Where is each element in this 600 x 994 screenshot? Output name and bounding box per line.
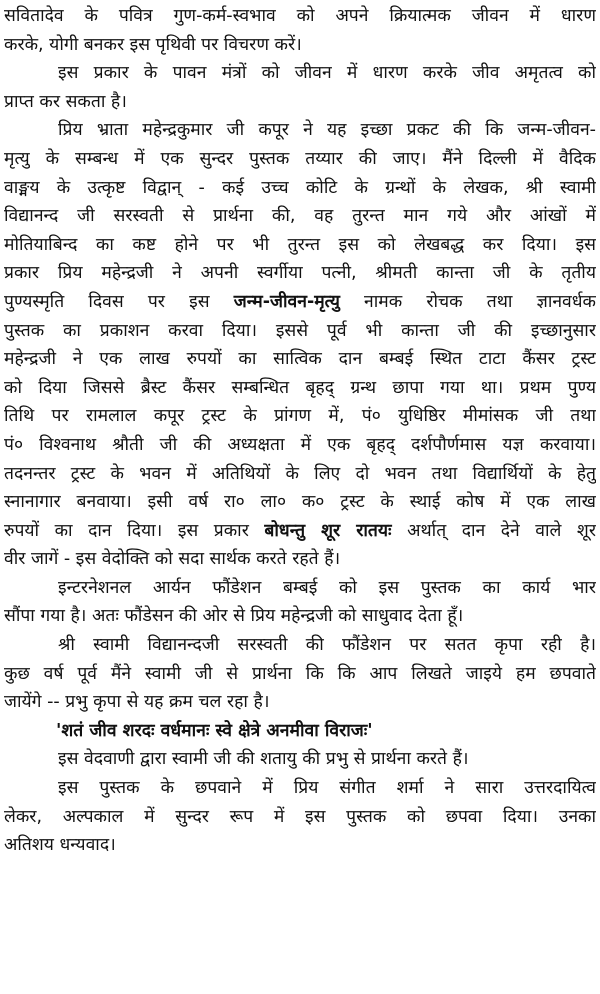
- text-line: वाङ्मय के उत्कृष्ट विद्वान् - कई उच्च कोटि के ग्रन्थों के लेखक, श्री स्वामी: [4, 177, 596, 198]
- text-line: रुपयों का दान दिया। इस प्रकार बोधन्तु शूर रातयः अर्थात् दान देने वाले शूर: [4, 520, 596, 541]
- text-line: इस वेदवाणी द्वारा स्वामी जी की शतायु की प्रभु से प्रार्थना करते हैं।: [58, 749, 469, 770]
- text-line: कुछ वर्ष पूर्व मैंने स्वामी जी से प्रार्थना कि कि आप लिखते जाइये हम छपवाते: [4, 663, 596, 684]
- text-line: वीर जागें - इस वेदोक्ति को सदा सार्थक करते रहते हैं।: [4, 549, 341, 570]
- text-line: करके, योगी बनकर इस पृथिवी पर विचरण करें।: [4, 34, 302, 55]
- paragraph-p5: [4, 631, 596, 717]
- verse-quote: 'शतं जीव शरदः वर्धमानः स्वे क्षेत्रे अनमीवा विराजः': [56, 720, 373, 741]
- paragraph-p6: [4, 745, 596, 774]
- text-line: श्री स्वामी विद्यानन्दजी सरस्वती की फौंडेशन पर सतत कृपा रही है।: [58, 635, 596, 656]
- body-text: [4, 2, 596, 717]
- text-line: विद्यानन्द जी सरस्वती से प्रार्थना की, वह तुरन्त मान गये और आंखों में: [4, 206, 596, 227]
- paragraph-p3: [4, 116, 596, 574]
- text-line: प्रिय भ्राता महेन्द्रकुमार जी कपूर ने यह इच्छा प्रकट की कि जन्म-जीवन-: [58, 120, 596, 141]
- text-line: जायेंगे -- प्रभु कृपा से यह क्रम चल रहा है।: [4, 692, 270, 713]
- text-line: प्राप्त कर सकता है।: [4, 91, 127, 112]
- text-line: मोतियाबिन्द का कष्ट होने पर भी तुरन्त इस को लेखबद्ध कर दिया। इस: [4, 234, 596, 255]
- paragraph-p1: [4, 2, 596, 59]
- text-line: मृत्यु के सम्बन्ध में एक सुन्दर पुस्तक तय्यार की जाए। मैंने दिल्ली में वैदिक: [4, 148, 596, 169]
- text-line: इन्टरनेशनल आर्यन फौंडेशन बम्बई को इस पुस्तक का कार्य भार: [58, 577, 596, 598]
- text-line: प्रकार प्रिय महेन्द्रजी ने अपनी स्वर्गीया पत्नी, श्रीमती कान्ता जी के तृतीय: [4, 263, 596, 284]
- text-line: महेन्द्रजी ने एक लाख रुपयों का सात्विक दान बम्बई स्थित टाटा कैंसर ट्रस्ट: [4, 349, 596, 370]
- text-line: को दिया जिससे ब्रैस्ट कैंसर सम्बन्धित बृहद् ग्रन्थ छापा गया था। प्रथम पुण्य: [4, 377, 596, 398]
- text-line: पुण्यस्मृति दिवस पर इस जन्म-जीवन-मृत्यु नामक रोचक तथा ज्ञानवर्धक: [4, 291, 596, 312]
- text-line: तदनन्तर ट्रस्ट के भवन में अतिथियों के लिए दो भवन तथा विद्यार्थियों के हेतु: [4, 463, 596, 484]
- text-line: स्नानागार बनवाया। इसी वर्ष रा० ला० क० ट्रस्ट के स्थाई कोष में एक लाख: [4, 492, 596, 513]
- paragraph-p7: [4, 774, 596, 860]
- text-line: अतिशय धन्यवाद।: [4, 835, 116, 856]
- emphasis-phrase: जन्म-जीवन-मृत्यु: [233, 291, 340, 312]
- text-line: तिथि पर रामलाल कपूर ट्रस्ट के प्रांगण में, पं० युधिष्ठिर मीमांसक जी तथा: [4, 406, 596, 427]
- text-line: लेकर, अल्पकाल में सुन्दर रूप में इस पुस्तक को छपवा दिया। उनका: [4, 806, 596, 827]
- paragraph-p2: [4, 59, 596, 116]
- document-page: [4, 2, 596, 860]
- text-line: इस पुस्तक के छपवाने में प्रिय संगीत शर्मा ने सारा उत्तरदायित्व: [58, 778, 596, 799]
- paragraph-p4: [4, 574, 596, 631]
- text-line: पं० विश्वनाथ श्रौती जी की अध्यक्षता में एक बृहद् दर्शपौर्णमास यज्ञ करवाया।: [4, 434, 596, 455]
- text-line: सवितादेव के पवित्र गुण-कर्म-स्वभाव को अपने क्रियात्मक जीवन में धारण: [4, 6, 596, 26]
- text-line: सौंपा गया है। अतः फौंडेसन की ओर से प्रिय महेन्द्रजी को साधुवाद देता हूँ।: [4, 606, 464, 627]
- text-line: इस प्रकार के पावन मंत्रों को जीवन में धारण करके जीव अमृतत्व को: [58, 63, 596, 84]
- emphasis-phrase: बोधन्तु शूर रातयः: [264, 520, 392, 541]
- text-line: पुस्तक का प्रकाशन करवा दिया। इससे पूर्व भी कान्ता जी की इच्छानुसार: [4, 320, 596, 341]
- closing-text: [4, 745, 596, 859]
